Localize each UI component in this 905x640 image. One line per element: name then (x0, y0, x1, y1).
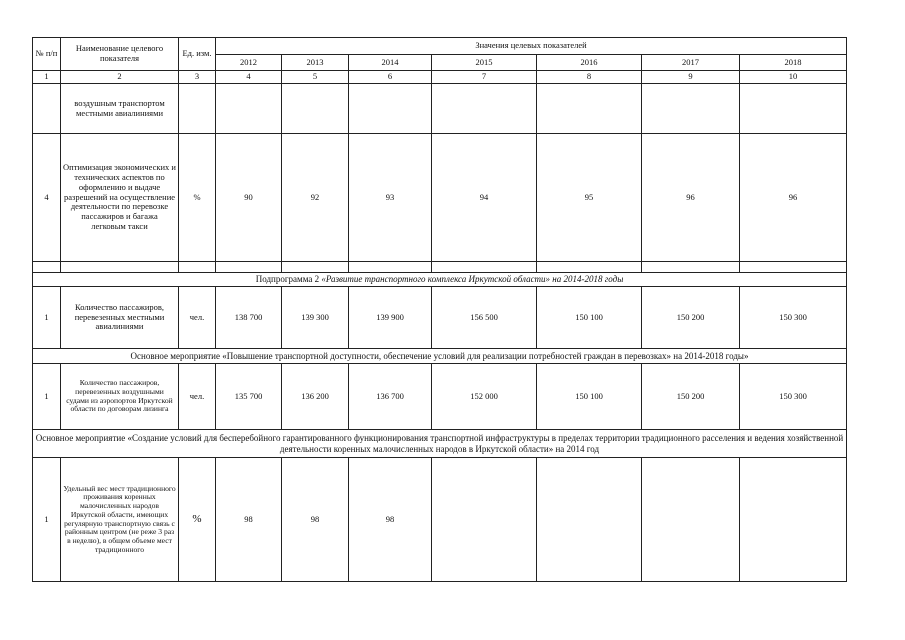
unit-cell: % (179, 134, 216, 262)
value-cell: 98 (216, 458, 282, 582)
header-num: № п/п (33, 38, 61, 71)
value-cell: 136 700 (349, 364, 432, 430)
value-cell: 98 (349, 458, 432, 582)
column-number: 10 (740, 71, 847, 84)
value-cell (642, 458, 740, 582)
unit-cell: чел. (179, 287, 216, 349)
subprogram-row (33, 273, 847, 287)
value-cell: 150 200 (642, 364, 740, 430)
row-number: 1 (33, 458, 61, 582)
value-cell (432, 458, 537, 582)
column-number: 5 (282, 71, 349, 84)
table-row (33, 134, 847, 262)
value-cell: 96 (642, 134, 740, 262)
activity-title: Основное мероприятие «Повышение транспортной доступности, обеспечение условий для реализации потребностей граждан в перевозках» на 2014-2018 годы» (33, 349, 847, 364)
value-cell: 152 000 (432, 364, 537, 430)
indicator-name: Количество пассажиров, перевезенных воздушными судами из аэропортов Иркутской области по договорам лизинга (61, 364, 179, 430)
unit-cell: % (179, 458, 216, 582)
value-cell (740, 458, 847, 582)
value-cell: 92 (282, 134, 349, 262)
header-name: Наименование целевого показателя (61, 38, 179, 71)
value-cell: 94 (432, 134, 537, 262)
value-cell: 98 (282, 458, 349, 582)
value-cell: 139 300 (282, 287, 349, 349)
column-number: 2 (61, 71, 179, 84)
activity-title: Основное мероприятие «Создание условий для бесперебойного гарантированного функционирования транспортной инфраструктуры в пределах территории традиционного расселения и ведения хозяйственной деятельности коренных малочисленных народов в Иркутской области» на 2014 год (33, 430, 847, 458)
year-cell: 2013 (282, 55, 349, 71)
activity-row (33, 349, 847, 364)
table-row (33, 458, 847, 582)
row-number: 4 (33, 134, 61, 262)
year-cell: 2015 (432, 55, 537, 71)
column-number: 7 (432, 71, 537, 84)
column-number: 3 (179, 71, 216, 84)
value-cell: 90 (216, 134, 282, 262)
indicator-name: Количество пассажиров, перевезенных местными авиалиниями (61, 287, 179, 349)
table-row (33, 364, 847, 430)
year-cell: 2017 (642, 55, 740, 71)
value-cell: 136 200 (282, 364, 349, 430)
year-cell: 2018 (740, 55, 847, 71)
unit-cell: чел. (179, 364, 216, 430)
year-cell: 2014 (349, 55, 432, 71)
activity-row (33, 430, 847, 458)
column-number-row (33, 71, 847, 84)
value-cell: 150 300 (740, 364, 847, 430)
value-cell: 93 (349, 134, 432, 262)
value-cell: 156 500 (432, 287, 537, 349)
column-number: 9 (642, 71, 740, 84)
value-cell: 150 100 (537, 364, 642, 430)
value-cell: 95 (537, 134, 642, 262)
subprogram-title: Подпрограмма 2 «Развитие транспортного комплекса Иркутской области» на 2014-2018 годы (33, 273, 847, 287)
header-row (33, 38, 847, 55)
blank-row (33, 262, 847, 273)
value-cell: 96 (740, 134, 847, 262)
column-number: 4 (216, 71, 282, 84)
value-cell: 150 100 (537, 287, 642, 349)
value-cell (537, 458, 642, 582)
header-unit: Ед. изм. (179, 38, 216, 71)
year-cell: 2016 (537, 55, 642, 71)
column-number: 8 (537, 71, 642, 84)
value-cell: 150 200 (642, 287, 740, 349)
value-cell: 150 300 (740, 287, 847, 349)
target-indicators-table (32, 37, 847, 582)
value-cell: 135 700 (216, 364, 282, 430)
value-cell: 138 700 (216, 287, 282, 349)
indicator-name: Оптимизация экономических и технических аспектов по оформлению и выдаче разрешений на осуществление деятельности по перевозке пассажиров и багажа легковым такси (61, 134, 179, 262)
indicator-name: Удельный вес мест традиционного проживания коренных малочисленных народов Иркутской области, имеющих регулярную транспортную связь с районным центром (не реже 3 раз в неделю), в общем объеме мест традиционного (61, 458, 179, 582)
row-number: 1 (33, 364, 61, 430)
column-number: 1 (33, 71, 61, 84)
year-cell: 2012 (216, 55, 282, 71)
indicator-name: воздушным транспортом местными авиалиниями (61, 84, 179, 134)
value-cell: 139 900 (349, 287, 432, 349)
header-values: Значения целевых показателей (216, 38, 847, 55)
table-row (33, 84, 847, 134)
table-row (33, 287, 847, 349)
column-number: 6 (349, 71, 432, 84)
row-number: 1 (33, 287, 61, 349)
